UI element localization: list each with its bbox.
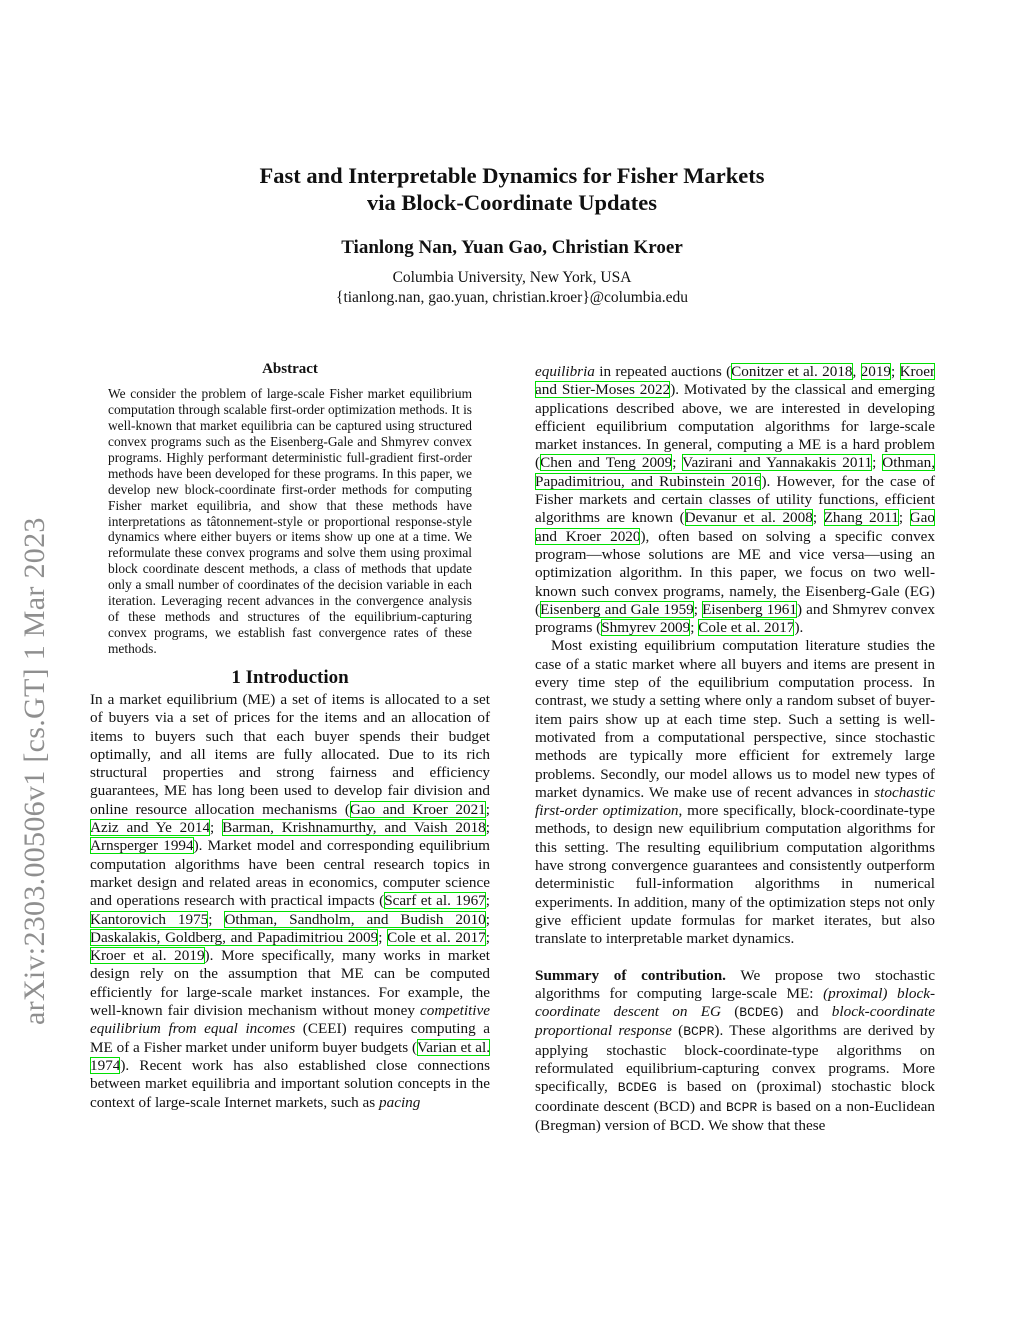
citation-link[interactable]: Varian et al. 1974 xyxy=(90,1038,490,1074)
emphasis-text: pacing xyxy=(379,1093,421,1111)
citation-link[interactable]: Gao and Kroer 2020 xyxy=(535,509,935,545)
citation-separator: ; xyxy=(485,928,490,946)
affiliation-block xyxy=(0,268,1024,308)
emphasis-text: (proximal) block-coordinate descent on EG xyxy=(535,984,936,1021)
right-column xyxy=(535,363,935,1135)
algorithm-name: BCPR xyxy=(683,1024,715,1040)
emphasis-text: block-coordinate proportional response xyxy=(535,1003,935,1040)
body-text: ( xyxy=(720,1003,740,1021)
body-text: ) and Shmyrev convex programs ( xyxy=(535,600,935,637)
left-column xyxy=(90,360,490,1112)
citation-link[interactable]: Kroer et al. 2019 xyxy=(90,947,205,965)
citation-link[interactable]: Arnsperger 1994 xyxy=(90,837,194,855)
citation-link[interactable]: Scarf et al. 1967 xyxy=(384,892,486,910)
algorithm-name: BCDEG xyxy=(617,1080,657,1096)
citation-link[interactable]: Shmyrev 2009 xyxy=(601,619,691,637)
emphasis-text: equilibria xyxy=(535,363,595,380)
algorithm-name: BCDEG xyxy=(739,1005,779,1021)
intro-paragraph-1-continued xyxy=(535,363,935,637)
intro-text: ). Market model and corresponding equilibrium computation algorithms have been central research topics in market design and related areas in economics, computer science and operations research with practical impacts ( xyxy=(90,837,490,910)
citation-link[interactable]: Eisenberg 1961 xyxy=(702,600,797,618)
body-text: ). xyxy=(794,619,804,637)
citation-separator: ; xyxy=(485,819,490,837)
arxiv-identifier: arXiv:2303.00506v1 [cs.GT] 1 Mar 2023 xyxy=(18,517,51,1025)
citation-link[interactable]: Othman, Papadimitriou, and Rubinstein 2016 xyxy=(535,454,935,490)
citation-link[interactable]: Vazirani and Yannakakis 2011 xyxy=(682,454,873,472)
citation-separator: ; xyxy=(812,509,824,527)
citation-link[interactable]: Chen and Teng 2009 xyxy=(540,454,673,472)
algorithm-name: BCPR xyxy=(725,1099,758,1115)
emphasis-text: competitive equilibrium from equal incomes xyxy=(90,1002,490,1038)
citation-separator: ; xyxy=(693,600,703,618)
citation-separator: ; xyxy=(891,363,900,380)
citation-separator: ; xyxy=(378,928,388,946)
citation-link[interactable]: Daskalakis, Goldberg, and Papadimitriou 2009 xyxy=(90,928,379,946)
citation-link[interactable]: Barman, Krishnamurthy, and Vaish 2018 xyxy=(222,819,486,837)
intro-paragraph-1 xyxy=(90,691,490,1112)
citation-separator: ; xyxy=(485,800,490,818)
citation-link[interactable]: Cole et al. 2017 xyxy=(698,619,795,637)
citation-link[interactable]: Devanur et al. 2008 xyxy=(684,509,813,527)
body-text: ), often based on solving a specific convex program—whose solutions are ME and vice versa—using an optimization algorithm. In this paper, we focus on two well-known such convex programs, namely, the Eisenberg-Gale (EG) ( xyxy=(535,527,935,618)
citation-link[interactable]: Zhang 2011 xyxy=(823,509,899,527)
citation-link[interactable]: Gao and Kroer 2021 xyxy=(349,800,486,818)
title-line-2: via Block-Coordinate Updates xyxy=(366,190,657,215)
citation-separator: ; xyxy=(898,509,910,527)
citation-link[interactable]: 2019 xyxy=(860,363,892,380)
intro-text: In a market equilibrium (ME) a set of items is allocated to a set of buyers via a set of prices for the items and an allocation of items to buyers such that each buyer spends their budget optimally, and all items are fully allocated. Due to its rich structural properties and strong fairness and efficiency guarantees, ME has long been used to develop fair division and online resource allocation mechanisms ( xyxy=(90,691,490,818)
citation-link[interactable]: Conitzer et al. 2018 xyxy=(731,363,853,380)
body-text: ). These algorithms are derived by applying stochastic block-coordinate-type algorithms on reformulated equilibrium-capturing convex programs. More specifically, xyxy=(535,1022,935,1096)
intro-text: (CEEI) requires computing a ME of a Fisher market under uniform buyer budgets ( xyxy=(90,1020,490,1056)
citation-separator: ; xyxy=(208,910,225,928)
citation-separator: ; xyxy=(485,910,490,928)
citation-link[interactable]: Kantorovich 1975 xyxy=(90,910,209,928)
title-line-1: Fast and Interpretable Dynamics for Fisher Markets xyxy=(259,163,765,188)
citation-separator: ; xyxy=(485,892,490,910)
emphasis-text: stochastic first-order optimization xyxy=(535,783,935,820)
abstract-text: We consider the problem of large-scale Fisher market equilibrium computation through scalable first-order optimization methods. It is well-known that market equilibria can be captured using structured convex programs such as the Eisenberg-Gale and Shmyrev convex programs. Highly performant deterministic full-gradient first-order methods have been developed for these programs. In this paper, we develop new block-coordinate first-order methods for computing Fisher market equilibria, and show that these methods have interpretations as tâtonnement-style or proportional response-style dynamics where either buyers or items show up one at a time. We reformulate these convex programs and solve them using proximal block coordinate descent methods, a class of methods that update only a small number of coordinates of the decision variable in each iteration. Leveraging recent advances in the convergence analysis of these methods and structures of the equilibrium-capturing convex programs, we establish fast convergence rates of these methods. xyxy=(108,386,472,656)
summary-paragraph xyxy=(535,967,935,1136)
citation-link[interactable]: Cole et al. 2017 xyxy=(387,928,486,946)
author-list: Tianlong Nan, Yuan Gao, Christian Kroer xyxy=(341,237,683,258)
citation-separator: ; xyxy=(690,619,699,637)
body-text: ). However, for the case of Fisher markets and certain classes of utility functions, efficient algorithms are known ( xyxy=(535,472,935,527)
body-text: Most existing equilibrium computation literature studies the case of a static market where all buyers and items are present in every time step of the equilibrium computation process. In contrast, we study a setting where only a random subset of buyer-item pairs show up at each time step. Such a setting is well-motivated from a computational perspective, since stochastic methods are typically more efficient for extremely large problems. Secondly, our model allows us to model new types of market dynamics. We make use of recent advances in xyxy=(535,637,935,801)
intro-text: ). More specifically, many works in market design rely on the assumption that ME can be computed efficiently for large-scale market instances. For example, the well-known fair division mechanism without money xyxy=(90,947,491,1020)
paragraph-gap xyxy=(535,949,935,967)
body-text: is based on a non-Euclidean (Bregman) version of BCD. We show that these xyxy=(535,1097,935,1134)
citation-separator: ; xyxy=(872,454,883,472)
paper-title xyxy=(0,162,1024,216)
intro-paragraph-2 xyxy=(535,637,935,948)
body-text: ) and xyxy=(778,1003,832,1021)
citation-link[interactable]: Kroer and Stier-Moses 2022 xyxy=(535,363,935,399)
intro-text: ). Recent work has also established close connections between market equilibria and important solution concepts in the context of large-scale Internet markets, such as xyxy=(90,1056,490,1111)
citation-separator: ; xyxy=(210,819,223,837)
introduction-heading: 1 Introduction xyxy=(231,666,349,688)
body-text: ). Motivated by the classical and emerging applications described above, we are interested in developing efficient equilibrium computation algorithms for large-scale market instances. In general, computing a ME is a hard problem ( xyxy=(535,381,935,472)
body-text: We propose two stochastic algorithms for computing large-scale ME: xyxy=(535,966,935,1002)
citation-link[interactable]: Othman, Sandholm, and Budish 2010 xyxy=(224,910,486,928)
citation-link[interactable]: Eisenberg and Gale 1959 xyxy=(540,600,694,618)
body-text: in repeated auctions ( xyxy=(594,363,732,380)
author-emails: {tianlong.nan, gao.yuan, christian.kroer}@columbia.edu xyxy=(336,289,688,306)
affiliation: Columbia University, New York, USA xyxy=(392,269,632,286)
citation-separator: , xyxy=(852,363,861,380)
body-text: ( xyxy=(671,1022,684,1040)
citation-link[interactable]: Aziz and Ye 2014 xyxy=(90,819,211,837)
body-text: , more specifically, block-coordinate-type methods, to design new equilibrium computation algorithms for this setting. The resulting equilibrium computation algorithms have strong convergence guarantees and consistently outperform deterministic full-information algorithms in numerical experiments. In addition, many of the optimization steps not only give efficient update formulas for market iterates, but also translate to interpretable market dynamics. xyxy=(535,802,935,948)
abstract-heading: Abstract xyxy=(262,361,318,377)
body-text: is based on (proximal) stochastic block coordinate descent (BCD) and xyxy=(535,1078,935,1115)
summary-heading: Summary of contribution. xyxy=(535,966,726,984)
citation-separator: ; xyxy=(672,454,683,472)
